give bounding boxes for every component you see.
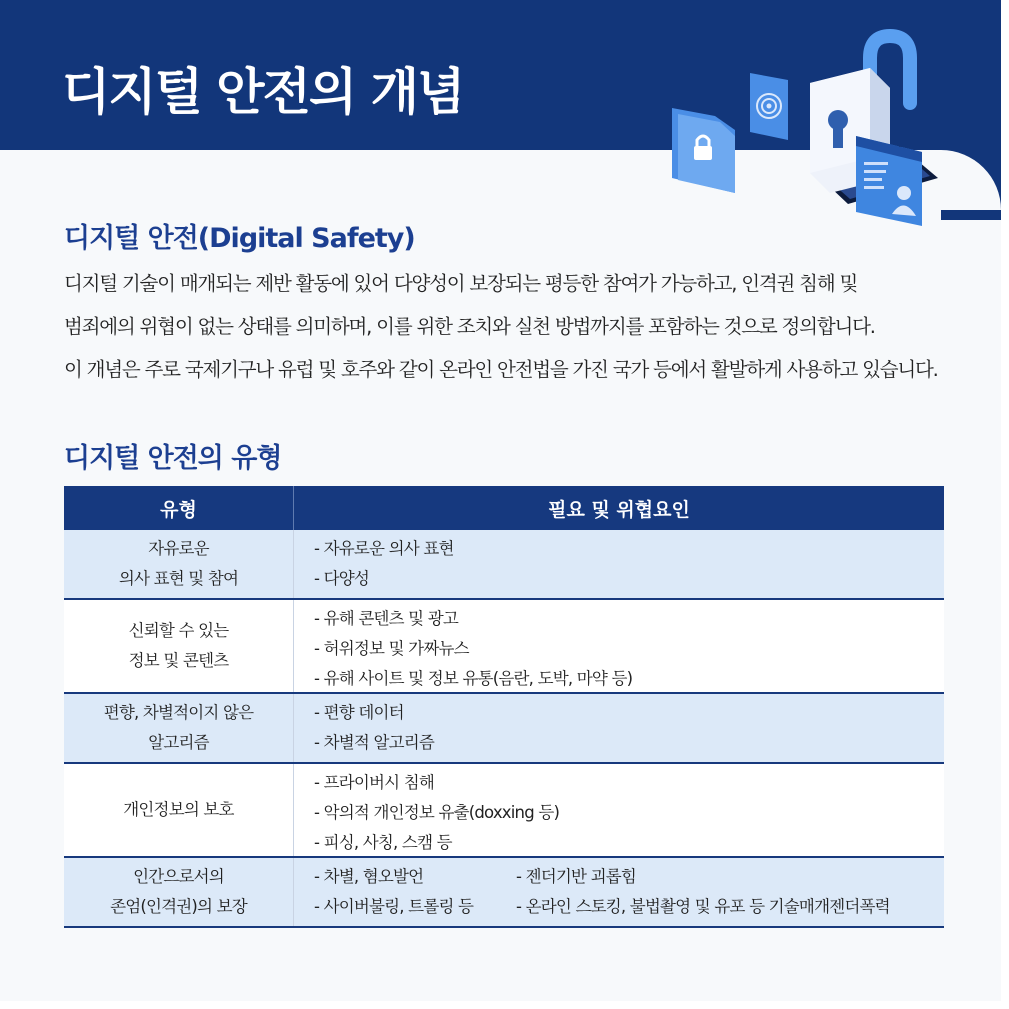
definition-line: 디지털 기술이 매개되는 제반 활동에 있어 다양성이 보장되는 평등한 참여가 가능하고, 인격권 침해 및 — [64, 272, 858, 295]
fingerprint-icon — [750, 73, 788, 140]
factor-item: - 편향 데이터 — [314, 703, 404, 722]
folder-lock-icon — [672, 108, 735, 193]
type-label: 정보 및 콘텐츠 — [128, 651, 229, 670]
factor-item: - 유해 콘텐츠 및 광고 — [314, 609, 459, 628]
type-label: 신뢰할 수 있는 — [128, 621, 229, 640]
type-label: 인간으로서의 — [133, 867, 224, 886]
type-cell — [64, 694, 294, 762]
section-title-digital-safety: 디지털 안전(Digital Safety) — [64, 223, 415, 254]
type-label: 개인정보의 보호 — [123, 800, 234, 819]
security-illustration — [660, 28, 960, 238]
header-factors: 필요 및 위협요인 — [548, 498, 690, 521]
factor-item: - 차별적 알고리즘 — [314, 733, 435, 752]
factor-item: - 유해 사이트 및 정보 유통(음란, 도박, 마약 등) — [314, 669, 633, 688]
definition-line: 범죄에의 위협이 없는 상태를 의미하며, 이를 위한 조치와 실천 방법까지를 포함하는 것으로 정의합니다. — [64, 315, 875, 338]
header-type: 유형 — [64, 486, 294, 530]
type-label: 자유로운 — [148, 539, 209, 558]
factor-column-right — [516, 862, 944, 922]
factor-item: - 젠더기반 괴롭힘 — [516, 867, 637, 886]
table-row — [64, 600, 944, 694]
factor-item: - 다양성 — [314, 569, 370, 588]
type-cell — [64, 600, 294, 692]
factors-cell — [294, 764, 944, 856]
table-row — [64, 530, 944, 600]
types-table — [64, 486, 944, 928]
factor-item: - 프라이버시 침해 — [314, 773, 435, 792]
factors-cell — [294, 530, 944, 598]
table-row — [64, 764, 944, 858]
id-card-icon — [856, 136, 922, 226]
definition-line: 이 개념은 주로 국제기구나 유럽 및 호주와 같이 온라인 안전법을 가진 국가 등에서 활발하게 사용하고 있습니다. — [64, 358, 938, 381]
factor-item: - 악의적 개인정보 유출(doxxing 등) — [314, 803, 560, 822]
type-label: 존엄(인격권)의 보장 — [110, 897, 247, 916]
factor-item: - 차별, 혐오발언 — [314, 867, 424, 886]
table-row — [64, 858, 944, 928]
table-row — [64, 694, 944, 764]
type-cell — [64, 764, 294, 856]
type-label: 편향, 차별적이지 않은 — [103, 703, 254, 722]
type-cell — [64, 858, 294, 926]
factors-cell — [294, 858, 944, 926]
section-title-types: 디지털 안전의 유형 — [64, 443, 282, 474]
factor-item: - 온라인 스토킹, 불법촬영 및 유포 등 기술매개젠더폭력 — [516, 897, 890, 916]
table-header — [64, 486, 944, 530]
factor-item: - 자유로운 의사 표현 — [314, 539, 454, 558]
factor-column-left — [314, 862, 516, 922]
type-label: 의사 표현 및 참여 — [118, 569, 239, 588]
factors-cell — [294, 694, 944, 762]
factor-item: - 피싱, 사칭, 스캠 등 — [314, 833, 452, 852]
factor-item: - 사이버불링, 트롤링 등 — [314, 897, 474, 916]
type-label: 알고리즘 — [148, 733, 209, 752]
page-title: 디지털 안전의 개념 — [62, 63, 464, 121]
factors-cell — [294, 600, 944, 692]
factor-item: - 허위정보 및 가짜뉴스 — [314, 639, 469, 658]
type-cell — [64, 530, 294, 598]
definition-paragraph — [64, 262, 954, 391]
